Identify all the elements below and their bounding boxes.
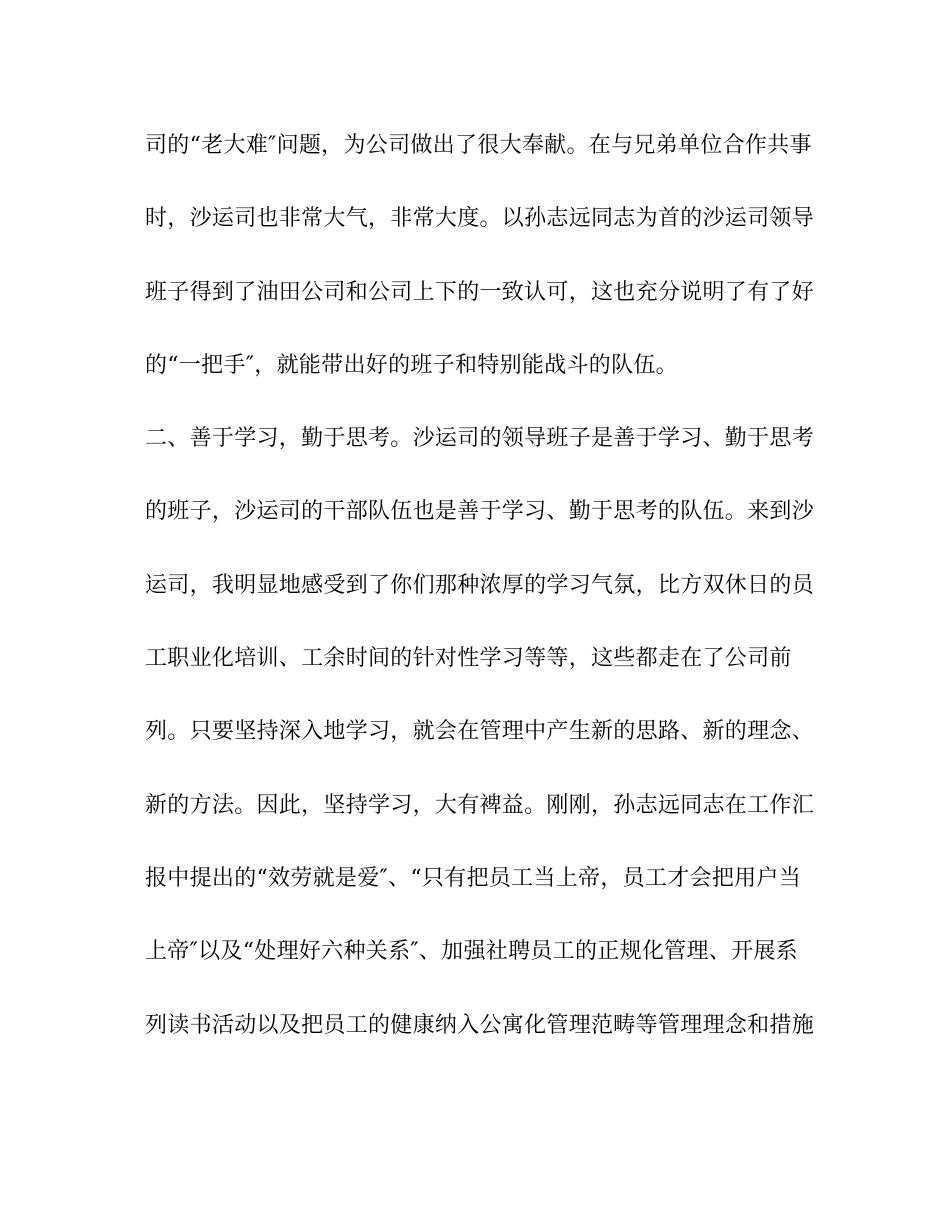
- text-line: 列。只要坚持深入地学习，就会在管理中产生新的思路、新的理念、: [145, 719, 815, 745]
- text-line: 上帝″以及“处理好六种关系″、加强社聘员工的正规化管理、开展系: [145, 939, 798, 965]
- text-line: 的“一把手″，就能带出好的班子和特别能战斗的队伍。: [145, 352, 678, 378]
- text-line: 司的“老大难″问题，为公司做出了很大奉献。在与兄弟单位合作共事: [145, 133, 812, 158]
- text-line: 新的方法。因此，坚持学习，大有裨益。刚刚，孙志远同志在工作汇: [145, 792, 815, 818]
- text-line: 列读书活动以及把员工的健康纳入公寓化管理范畴等管理理念和措施: [145, 1012, 815, 1038]
- text-line: 运司，我明显地感受到了你们那种浓厚的学习气氛，比方双休日的员: [145, 572, 815, 598]
- text-line: 的班子，沙运司的干部队伍也是善于学习、勤于思考的队伍。来到沙: [145, 499, 815, 525]
- text-line: 工职业化培训、工余时间的针对性学习等等，这些都走在了公司前: [145, 646, 792, 672]
- body-text: [145, 131, 825, 1084]
- text-line: 二、善于学习，勤于思考。沙运司的领导班子是善于学习、勤于思考: [145, 426, 815, 452]
- text-line: 报中提出的“效劳就是爱″、“只有把员工当上帝，员工才会把用户当: [145, 865, 802, 891]
- text-line: 班子得到了油田公司和公司上下的一致认可，这也充分说明了有了好: [145, 279, 815, 305]
- text-line: 时，沙运司也非常大气，非常大度。以孙志远同志为首的沙运司领导: [145, 206, 815, 232]
